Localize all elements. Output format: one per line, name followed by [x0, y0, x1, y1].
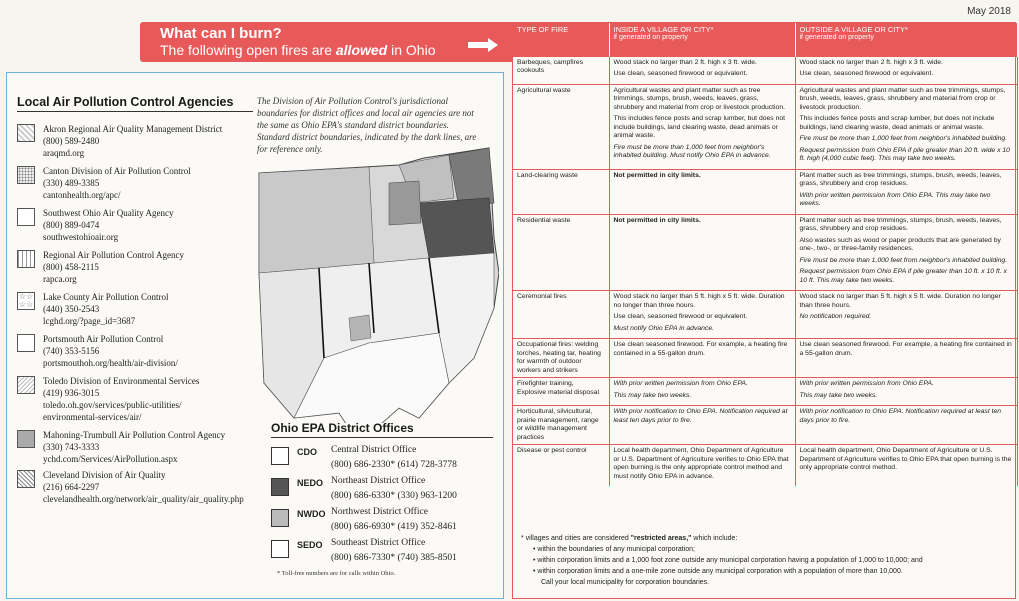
districts-title: Ohio EPA District Offices	[271, 421, 414, 435]
legend-swatch	[17, 334, 35, 352]
jurisdiction-description: The Division of Air Pollution Control's jurisdictional boundaries for district offices and local air agencies are not the same as Ohio EPA's standard district boundaries. Standard district boundaries, indicated by the dark lines, are for reference only.	[257, 96, 477, 154]
cell-paragraph: Local health department, Ohio Department of Agriculture or U.S. Department of Agriculture verifies to Ohio EPA that open burning is the only appropriate control method.	[799, 447, 1012, 471]
banner	[140, 22, 512, 62]
table-row	[513, 56, 1017, 84]
cell-outside	[795, 214, 1017, 291]
cell-outside	[795, 291, 1017, 339]
legend-swatch	[17, 430, 35, 448]
cell-paragraph: With prior notification to Ohio EPA. Notification required at least ten days prior to fire.	[799, 408, 1002, 424]
cell-outside	[795, 406, 1017, 445]
agencies-panel: Local Air Pollution Control Agencies Akron Regional Air Quality Management District (800) 589-2480 araqmd.org Canton Division of Air Pollution Control (330) 489-3385 cantonhealth.org/apc/ Southwest Ohio Air Quality Agency (800) 889-0474 southwestohioair.org Regional Air Pollution Control Agency (800) 458-2115 rapca.org ☆☆ ☆☆ Lake County Air Pollution Control (440) 350-2543 lcghd.org/?page_id=3687 Portsmouth Air Pollution Control (740) 353-5156 portsmouthoh.org/health/air-division/ Toledo Division of Environmental Services (419) 936-3015 toledo.oh.gov/services/public-utilities/ environmental-services/air/ Mahoning-Trumbull Air Pollution Control Agency (330) 743-3333 ychd.com/Services/AirPollution.aspx Cleveland Division of Air Quality (216) 664-2297 clevelandhealth.org/network/air_quality/air_quality.php The Division of Air Pollution Control's jurisdictional boundaries for district offices and local air agencies are not the same as Ohio EPA's standard district boundaries. Standard district boundaries, indicated by the dark lines, are for reference only. Ohio EPA District Offices CDO Central District Office (800) 686-2330* (614) 728-3778 NEDO Northeast District Office (800) 686-6330* (330) 963-1200 NWDO Northwest District Office (800) 686-6930* (419) 352-8461 SEDO Southeast District Office (800) 686-7330* (740) 385-8501 * Toll-free numbers are for calls within Ohio.	[6, 72, 504, 599]
star-pattern-icon: ☆☆ ☆☆	[18, 292, 34, 309]
header-outside: OUTSIDE A VILLAGE OR CITY* if generated on property	[795, 23, 1017, 56]
cell-paragraph: Fire must be more than 1,000 feet from neighbor's inhabited building. Must notify Ohio EPA in advance.	[613, 143, 771, 159]
legend-swatch	[17, 250, 35, 268]
cell-inside	[609, 291, 795, 339]
table-row	[513, 378, 1017, 406]
cell-paragraph: Also wastes such as wood or paper products that are generated by one-, two-, or three-family residences.	[799, 236, 1001, 252]
footnote-closing: Call your local municipality for corporation boundaries.	[541, 579, 710, 586]
tollfree-note: * Toll-free numbers are for calls within Ohio.	[277, 570, 396, 577]
table-row	[513, 214, 1017, 291]
table-row	[513, 406, 1017, 445]
cell-fire-type: Residential waste	[513, 214, 609, 291]
legend-swatch	[17, 470, 35, 488]
cell-paragraph: With prior written permission from Ohio EPA. This may take two weeks.	[799, 191, 991, 207]
date-label: May 2018	[967, 6, 1011, 17]
legend-swatch	[17, 166, 35, 184]
legend-swatch	[271, 540, 289, 558]
cell-outside	[795, 378, 1017, 406]
footnote-bullet: • within corporation limits and a 1,000 foot zone outside any municipal corporation having a population of 1,000 to 10,000; and	[533, 555, 1009, 566]
cell-inside	[609, 406, 795, 445]
cell-paragraph: This includes fence posts and scrap lumber, but does not include buildings, land clearing waste, dead animals or animal waste.	[613, 115, 786, 139]
cell-inside	[609, 445, 795, 487]
cell-fire-type: Firefighter training, Explosive material disposal	[513, 378, 609, 406]
footnote-bullet: • within corporation limits and a one-mile zone outside any municipal corporation with a population of more than 10,000.	[533, 566, 1009, 577]
cell-paragraph: Use clean, seasoned firewood or equivalent.	[613, 313, 748, 320]
cell-paragraph: Must notify Ohio EPA in advance.	[613, 324, 714, 332]
cell-paragraph: With prior written permission from Ohio EPA.	[799, 380, 934, 387]
cell-fire-type: Disease or pest control	[513, 445, 609, 487]
cell-paragraph: Wood stack no larger than 2 ft. high x 3 ft. wide.	[613, 58, 757, 66]
cell-paragraph: Wood stack no larger than 2 ft. high x 3 ft. wide.	[799, 58, 943, 66]
cell-inside	[609, 339, 795, 378]
cell-paragraph: Use clean seasoned firewood. For example, a heating fire contained in a 55-gallon drum.	[799, 341, 1012, 357]
cell-paragraph: Not permitted in city limits.	[613, 216, 701, 224]
legend-swatch	[17, 124, 35, 142]
cell-paragraph: Fire must be more than 1,000 feet from neighbor's inhabited building.	[799, 135, 1008, 142]
cell-outside	[795, 169, 1017, 214]
cell-paragraph: Use clean seasoned firewood. For example, a heating fire contained in a 55-gallon drum.	[613, 341, 788, 357]
cell-paragraph: Request permission from Ohio EPA if pile greater than 10 ft. x 10 ft. x 10 ft. This may take two weeks.	[799, 268, 1007, 284]
header-type: TYPE OF FIRE	[513, 23, 609, 56]
header-inside: INSIDE A VILLAGE OR CITY* if generated on property	[609, 23, 795, 56]
cell-paragraph: This includes fence posts and scrap lumber, but does not include buildings, land clearing waste, dead animals or animal waste.	[799, 115, 995, 131]
table-row	[513, 291, 1017, 339]
cell-fire-type: Horticultural, silvicultural, prairie management, range or wildlife management practices	[513, 406, 609, 445]
legend-swatch	[271, 509, 289, 527]
cell-paragraph: Local health department, Ohio Department of Agriculture or U.S. Department of Agriculture verifies to Ohio EPA that open burning is the only appropriate control method and must notify Ohio EPA in advance.	[613, 447, 789, 480]
table-row	[513, 445, 1017, 487]
legend-swatch	[271, 447, 289, 465]
banner-title: What can I burn?	[160, 25, 282, 42]
cell-paragraph: Plant matter such as tree trimmings, stumps, brush, weeds, leaves, grass, shrubbery and crop residues.	[799, 216, 1002, 232]
cell-fire-type: Land-clearing waste	[513, 169, 609, 214]
cell-paragraph: Agricultural wastes and plant matter such as tree trimmings, stumps, brush, weeds, leaves, grass, shrubbery and material from crop or livestock production.	[613, 86, 786, 111]
table-row	[513, 169, 1017, 214]
cell-paragraph: Agricultural wastes and plant matter such as tree trimmings, stumps, brush, weeds, leaves, grass, shrubbery and material from crop or livestock production.	[799, 86, 1006, 111]
table-row	[513, 339, 1017, 378]
cell-outside	[795, 339, 1017, 378]
banner-subtitle: The following open fires are allowed in Ohio	[160, 42, 436, 58]
cell-inside	[609, 378, 795, 406]
burn-rules-table-panel	[512, 22, 1016, 599]
cell-inside	[609, 169, 795, 214]
restricted-areas-footnote: * villages and cities are considered "restricted areas," which include: • within the boundaries of any municipal corporation; • within corporation limits and a 1,000 foot zone outside any municipal corporation having a population of 1,000 to 10,000; and • within corporation limits and a one-mile zone outside any municipal corporation with a population of more than 10,000. Call your local municipality for corporation boundaries.	[521, 533, 1009, 588]
cell-paragraph: With prior written permission from Ohio EPA.	[613, 380, 748, 387]
cell-paragraph: Wood stack no larger than 5 ft. high x 5 ft. wide. Duration no longer than three hours.	[799, 293, 1001, 309]
cell-paragraph: Use clean, seasoned firewood or equivalent.	[799, 70, 934, 77]
cell-outside	[795, 84, 1017, 169]
cell-paragraph: Fire must be more than 1,000 feet from neighbor's inhabited building.	[799, 256, 1008, 264]
cell-fire-type: Agricultural waste	[513, 84, 609, 169]
cell-inside	[609, 214, 795, 291]
cell-fire-type: Occupational fires: welding torches, heating tar, heating for warmth of outdoor workers and strikers	[513, 339, 609, 378]
footnote-bullet: • within the boundaries of any municipal corporation;	[533, 544, 1009, 555]
legend-swatch	[271, 478, 289, 496]
legend-swatch	[17, 376, 35, 394]
cell-outside	[795, 445, 1017, 487]
cell-paragraph: Not permitted in city limits.	[613, 171, 701, 179]
cell-paragraph: This may take two weeks.	[613, 391, 692, 399]
cell-fire-type: Barbeques, campfires cookouts	[513, 56, 609, 84]
cell-paragraph: Plant matter such as tree trimmings, stumps, brush, weeds, leaves, grass, shrubbery and crop residues.	[799, 171, 1002, 187]
agencies-title: Local Air Pollution Control Agencies	[17, 95, 234, 109]
cell-paragraph: With prior notification to Ohio EPA. Notification required at least ten days prior to fire.	[613, 408, 788, 424]
cell-paragraph: Use clean, seasoned firewood or equivalent.	[613, 70, 748, 77]
cell-paragraph: This may take two weeks.	[799, 391, 878, 399]
cell-outside	[795, 56, 1017, 84]
table-header-row	[513, 23, 1017, 56]
cell-paragraph: Wood stack no larger than 5 ft. high x 5 ft. wide. Duration no longer than three hours.	[613, 293, 785, 309]
legend-swatch	[17, 208, 35, 226]
arrow-right-icon	[468, 38, 498, 52]
burn-rules-table	[513, 23, 1018, 486]
cell-paragraph: No notification required.	[799, 313, 872, 320]
ohio-map	[249, 143, 499, 423]
cell-paragraph: Request permission from Ohio EPA if pile greater than 20 ft. wide x 10 ft. high (4,000 cubic feet). This may take two weeks.	[799, 146, 1010, 162]
cell-inside	[609, 56, 795, 84]
cell-inside	[609, 84, 795, 169]
cell-fire-type: Ceremonial fires	[513, 291, 609, 339]
table-row	[513, 84, 1017, 169]
